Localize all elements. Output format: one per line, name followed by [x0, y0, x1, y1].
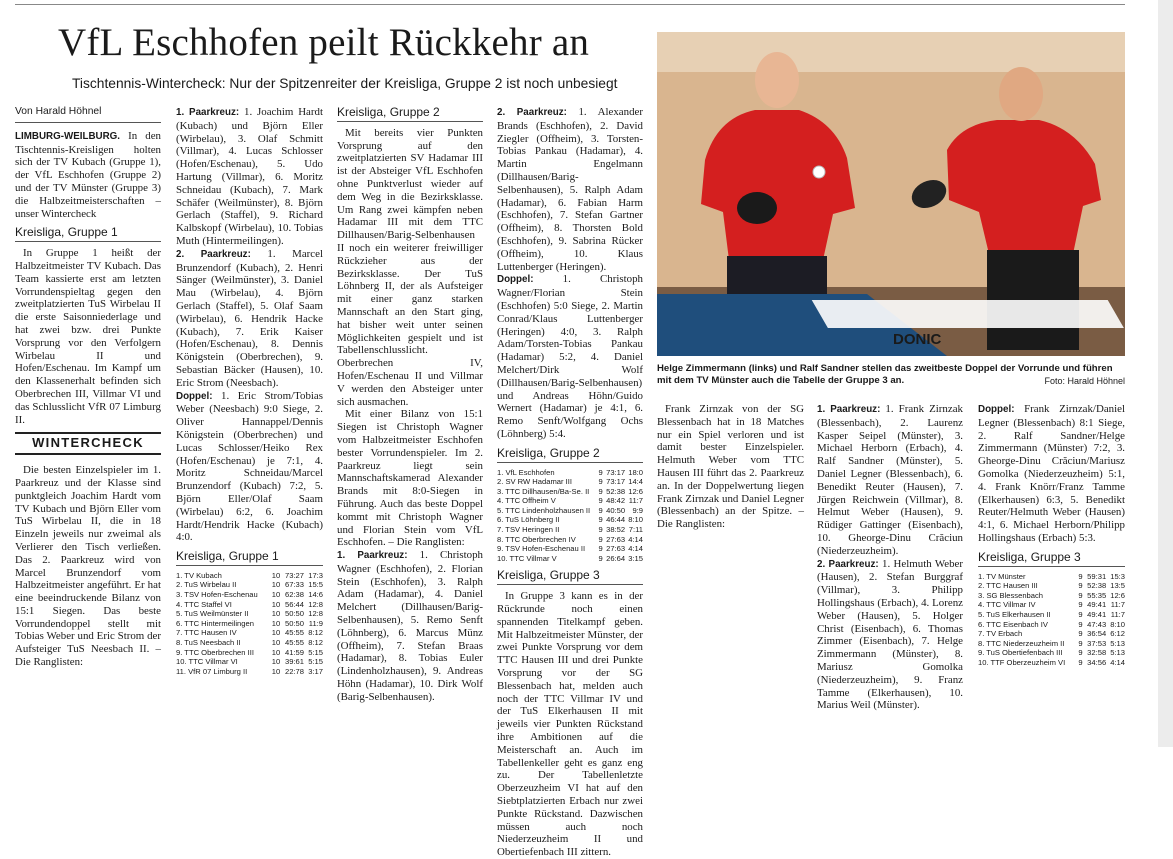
team-cell: 10. TTC Villmar VI: [176, 657, 238, 667]
team-cell: 8. TTC Niederzeuzheim II: [978, 638, 1065, 648]
games-cell: 10: [271, 570, 281, 580]
score-cell: 46:44: [606, 515, 626, 525]
column-7: [978, 403, 1125, 671]
points-cell: 5:13: [1110, 648, 1125, 658]
score-cell: 50:50: [284, 609, 304, 619]
table-row: [497, 554, 643, 564]
points-cell: 3:15: [628, 553, 643, 563]
team-cell: 4. TTC Villmar IV: [978, 600, 1036, 610]
table-row: [176, 667, 323, 677]
games-cell: 10: [271, 666, 281, 676]
g1-paarkreuz-1: [176, 106, 323, 248]
points-cell: 13:5: [1110, 581, 1125, 591]
score-cell: 37:53: [1087, 638, 1107, 648]
photo-table-tennis-players: [657, 32, 1125, 356]
intro-paragraph: [15, 130, 161, 221]
team-cell: 8. TTC Oberbrechen IV: [497, 534, 576, 544]
table-row: [497, 544, 643, 554]
points-cell: 12:6: [1110, 590, 1125, 600]
team-cell: 1. VfL Eschhofen: [497, 467, 555, 477]
score-cell: 48:42: [606, 496, 626, 506]
heading-gruppe-3: Kreisliga, Gruppe 3: [497, 569, 643, 585]
points-cell: 5:15: [308, 657, 323, 667]
table-row: [497, 487, 643, 497]
heading-gruppe-1: Kreisliga, Gruppe 1: [15, 226, 161, 242]
points-cell: 14:6: [308, 590, 323, 600]
team-cell: 3. SG Blessenbach: [978, 590, 1044, 600]
column-5: [657, 403, 804, 531]
table-row: [978, 629, 1125, 639]
team-cell: 4. TTC Staffel VI: [176, 599, 232, 609]
score-cell: 59:31: [1087, 571, 1107, 581]
team-cell: 7. TV Erbach: [978, 629, 1023, 639]
points-cell: 7:11: [628, 525, 643, 535]
points-cell: 8:12: [308, 638, 323, 648]
games-cell: 9: [598, 525, 603, 535]
games-cell: 10: [271, 580, 281, 590]
team-cell: 10. TTC Villmar V: [497, 553, 557, 563]
score-cell: 52:38: [606, 486, 626, 496]
points-cell: 8:10: [628, 515, 643, 525]
wintercheck-paragraph: Die besten Einzelspieler im 1. Paarkreuz und der Klasse sind punktgleich Joachim Hardt vom TV Kubach und Björn Eller vom TuS Wirbelau II, die in 18 Einzeln jeweils nur zweimal als Verlierer den Tisch verließen. Das 2. Paarkreuz wird von Marcel Brunzendorf vom Halbzeitmeister angeführt. Er hat eine beeindruckende Bilanz von 15:1 Siegen. Das beste Vorrundendoppel stellt mit Tobias Weber und Eric Strom der Aufsteiger TuS Neesbach II. – Die Ranglisten:: [15, 464, 161, 669]
g1-paarkreuz-2: [176, 248, 323, 390]
g3-paarkreuz-2: [817, 558, 963, 713]
g3-doppel-label: Doppel:: [978, 404, 1015, 415]
points-cell: 6:12: [1110, 629, 1125, 639]
table-gruppe-1-title: Kreisliga, Gruppe 1: [176, 550, 323, 566]
score-cell: 32:58: [1087, 648, 1107, 658]
score-cell: 67:33: [284, 580, 304, 590]
games-cell: 9: [1078, 638, 1083, 648]
g3-paarkreuz-1-text: 1. Frank Zirnzak (Blessenbach), 2. Laurenz Kasper Seipel (Münster), 3. Michael Herborn (Erbach), 4. Ralf Sandner (Münster), 5. Daniel Legner (Blessenbach), 6. Benedikt Reuter (Hausen), 7. Jürgen Reichwein (Villmar), 8. Helmut Weber (Hausen), 9. Rüdiger Gattinger (Eisenbach), 10. Gheorge-Dinu Crăciun (Niederzeuzheim).: [817, 403, 963, 557]
photo-right-head: [999, 67, 1043, 121]
table-row: [978, 658, 1125, 668]
games-cell: 9: [598, 515, 603, 525]
score-cell: 49:41: [1087, 600, 1107, 610]
table-row: [978, 572, 1125, 582]
games-cell: 10: [271, 638, 281, 648]
team-cell: 8. TuS Neesbach II: [176, 638, 241, 648]
gruppe-3-paragraph-1: In Gruppe 3 kann es in der Rückrunde noch einen spannenden Titelkampf geben. Mit Halbzeitmeister Münster, der zwei Punkte Vorsprung vor dem TTC Hausen III und drei Punkte Vorsprung vor der SG Blessenbach hat, melden auch noch der TTC Villmar IV und der TuS Elkerhausen II mit jeweils vier Punkten Rückstand ihre Ambitionen auf die Meisterschaft an. Auch im Tabellenkeller geht es ganz eng zu. Der Tabellenletzte Oberzeuzheim VI hat auf den Siebtplatzierten Erbach nur zwei Punkte Rückstand. Dazwischen müssen auch noch Niederzeuzheim II und Obertiefenbach III zittern.: [497, 590, 643, 859]
score-cell: 27:63: [606, 544, 626, 554]
column-4: [497, 106, 643, 859]
points-cell: 17:3: [308, 570, 323, 580]
points-cell: 11:7: [628, 496, 643, 506]
games-cell: 9: [598, 505, 603, 515]
score-cell: 73:17: [606, 477, 626, 487]
games-cell: 9: [1078, 600, 1083, 610]
g3-paarkreuz-2-text: 1. Helmuth Weber (Hausen), 2. Stefan Burggraf (Villmar), 3. Philipp Hollingshaus (Erbach), 4. Lorenz Weber (Hausen), 5. Holger Christ (Eisenbach), 6. Thomas Zimmer (Eisenbach), 7. Helge Zimmermann (Münster), 8. Mariusz Gomolka (Niederzeuzheim), 9. Franz Tamme (Elkerhausen), 10. Marius Weil (Münster).: [817, 557, 963, 712]
table-row: [978, 620, 1125, 630]
points-cell: 12:8: [308, 599, 323, 609]
photo-net: [812, 300, 1124, 328]
points-cell: 12:6: [628, 486, 643, 496]
g1-paarkreuz-2-text: 1. Marcel Brunzendorf (Kubach), 2. Henri Sänger (Weilmünster), 3. Daniel Mau (Wirbelau), 4. Björn Gerlach (Staffel), 5. Olaf Saam (Wirbelau), 6. Hendrik Hacke (Kubach), 7. Erik Kaiser (Hofen/Eschenau), 8. Dennis Königstein (Oberbrechen), 9. Sebastian Bäcker (Hausen), 10. Eric Strom (Neesbach).: [176, 247, 323, 389]
standings-table-gruppe-2: [497, 468, 643, 564]
points-cell: 9:9: [632, 505, 643, 515]
games-cell: 9: [598, 496, 603, 506]
g2-paarkreuz-2-label: 2. Paarkreuz:: [497, 107, 567, 118]
g3-paarkreuz-1: [817, 403, 963, 558]
table-row: [497, 496, 643, 506]
games-cell: 10: [271, 618, 281, 628]
games-cell: 9: [598, 486, 603, 496]
byline: Von Harald Höhnel: [15, 106, 161, 123]
gruppe-3-paragraph-2: Frank Zirnzak von der SG Blessenbach hat in 18 Matches nur ein Spiel verloren und ist damit bester Einzelspieler. Helmuth Weber vom TTC Hausen III führt das 2. Paarkreuz an. In der Doppelwertung liegen Frank Zirnzak und Daniel Legner (Blessenbach) an der Spitze. – Die Ranglisten:: [657, 403, 804, 531]
table-row: [176, 638, 323, 648]
table-row: [176, 590, 323, 600]
games-cell: 9: [1078, 619, 1083, 629]
team-cell: 5. TuS Weilmünster II: [176, 609, 249, 619]
team-cell: 11. VfR 07 Limburg II: [176, 666, 248, 676]
subheadline: Tischtennis-Wintercheck: Nur der Spitzenreiter der Kreisliga, Gruppe 2 ist noch unbesiegt: [72, 76, 618, 91]
team-cell: 6. TTC Eisenbach IV: [978, 619, 1048, 629]
score-cell: 49:41: [1087, 609, 1107, 619]
heading-gruppe-2: Kreisliga, Gruppe 2: [337, 106, 483, 122]
table-row: [497, 468, 643, 478]
points-cell: 4:14: [628, 534, 643, 544]
score-cell: 73:17: [606, 467, 626, 477]
score-cell: 26:64: [606, 553, 626, 563]
table-row: [176, 648, 323, 658]
score-cell: 56:44: [284, 599, 304, 609]
photo-brand: DONIC: [893, 331, 942, 348]
table-row: [978, 591, 1125, 601]
g1-paarkreuz-1-label: 1. Paarkreuz:: [176, 107, 240, 118]
points-cell: 14:4: [628, 477, 643, 487]
g2-paarkreuz-1: [337, 549, 483, 704]
page-edge: [1158, 0, 1173, 747]
photo-left-head: [755, 52, 799, 108]
team-cell: 3. TTC Dillhausen/Ba-Se. II: [497, 486, 590, 496]
points-cell: 8:12: [308, 628, 323, 638]
games-cell: 9: [598, 467, 603, 477]
g2-paarkreuz-2: [497, 106, 643, 273]
intro-text: In den Tischtennis-Kreisligen holten sich der TV Kubach (Gruppe 1), der VfL Eschhofen (Gruppe 2) und der TV Münster (Gruppe 3) die Halbzeitmeisterschaften – unser Wintercheck: [15, 129, 161, 220]
g3-doppel-text: Frank Zirnzak/Daniel Legner (Blessenbach) 8:1 Siege, 2. Ralf Sandner/Helge Zimmermann (Münster) 7:2, 3. Gheorge-Dinu Crăciun/Mariusz Gomolka (Niederzeuzheim) 5:1, 4. Frank Knörr/Franz Tamme (Elkerhausen) 6:3, 5. Benedikt Reuter/Helmuth Weber (Hausen) 4:1, 6. Michael Herborn/Philipp Hollingshaus (Erbach) 5:3.: [978, 403, 1125, 544]
standings-table-gruppe-3: [978, 572, 1125, 668]
team-cell: 4. TTC Offheim V: [497, 496, 556, 506]
g1-doppel-label: Doppel:: [176, 390, 213, 402]
table-row: [978, 581, 1125, 591]
table-row: [497, 506, 643, 516]
games-cell: 10: [271, 590, 281, 600]
team-cell: 6. TTC Hintermeilingen: [176, 618, 254, 628]
score-cell: 34:56: [1087, 657, 1107, 667]
games-cell: 10: [271, 609, 281, 619]
photo-credit: Foto: Harald Höhnel: [1044, 376, 1125, 387]
games-cell: 10: [271, 599, 281, 609]
team-cell: 9. TTC Oberbrechen III: [176, 647, 254, 657]
team-cell: 1. TV Münster: [978, 571, 1026, 581]
score-cell: 73:27: [284, 570, 304, 580]
games-cell: 9: [1078, 590, 1083, 600]
points-cell: 4:14: [1110, 657, 1125, 667]
score-cell: 38:52: [606, 525, 626, 535]
games-cell: 9: [1078, 581, 1083, 591]
photo-caption: [657, 363, 1125, 388]
caption-text: Helge Zimmermann (links) und Ralf Sandner stellen das zweitbeste Doppel der Vorrunde und führen mit dem TV Münster auch die Tabelle der Gruppe 3 an.: [657, 363, 1113, 387]
table-row: [978, 639, 1125, 649]
points-cell: 11:7: [1110, 600, 1125, 610]
headline: VfL Eschhofen peilt Rückkehr an: [58, 21, 590, 64]
points-cell: 12:8: [308, 609, 323, 619]
photo-ball: [813, 166, 825, 178]
wintercheck-label: WINTERCHECK: [15, 432, 161, 455]
table-row: [176, 580, 323, 590]
team-cell: 7. TSV Heringen II: [497, 525, 560, 535]
table-row: [176, 609, 323, 619]
g3-paarkreuz-2-label: 2. Paarkreuz:: [817, 558, 879, 570]
team-cell: 2. TuS Wirbelau II: [176, 580, 237, 590]
table-row: [978, 610, 1125, 620]
team-cell: 7. TTC Hausen IV: [176, 628, 237, 638]
team-cell: 3. TSV Hofen-Eschenau: [176, 590, 258, 600]
points-cell: 15:5: [308, 580, 323, 590]
gruppe-2-paragraph-1: Mit bereits vier Punkten Vorsprung auf den zweitplatzierten SV Hadamar III ist der Absteiger VfL Eschhofen ohne Punktverlust wieder auf dem Weg in die Bezirksklasse. Um Rang zwei kämpfen neben Hadamar III mit dem TTC Dillhausen/Barig-Selbenhausen II noch ein weiterer freiwilliger Rückzieher aus der Bezirksklasse. Der TuS Löhnberg II, der als Aufsteiger mit einer ganz starken Mannschaft an den Start ging, hat bisher weit unter seinen Möglichkeiten gespielt und ist Tabellenschlusslicht. Oberbrechen IV, Hofen/Eschenau II und Villmar V werden den Absteiger unter sich ausmachen.: [337, 126, 483, 408]
g3-doppel: [978, 403, 1125, 545]
table-row: [176, 619, 323, 629]
team-cell: 5. TTC Lindenholzhausen II: [497, 505, 591, 515]
games-cell: 10: [271, 628, 281, 638]
score-cell: 40:50: [606, 505, 626, 515]
score-cell: 47:43: [1087, 619, 1107, 629]
team-cell: 6. TuS Löhnberg II: [497, 515, 560, 525]
table-row: [497, 477, 643, 487]
points-cell: 5:15: [308, 647, 323, 657]
score-cell: 62:38: [284, 590, 304, 600]
score-cell: 27:63: [606, 534, 626, 544]
table-row: [497, 515, 643, 525]
score-cell: 50:50: [284, 618, 304, 628]
score-cell: 52:38: [1087, 581, 1107, 591]
table-row: [176, 571, 323, 581]
table-row: [978, 600, 1125, 610]
table-row: [497, 525, 643, 535]
points-cell: 5:13: [1110, 638, 1125, 648]
gruppe-2-paragraph-2: Mit einer Bilanz von 15:1 Siegen ist Christoph Wagner vom Halbzeitmeister Eschhofen bester Vorrundenspieler. Im 2. Paarkreuz liegt sein Mannschaftskamerad Alexander Brands mit 8:0-Siegen in Führung. Auch das beste Doppel kommt mit Christoph Wagner und Florian Stein vom VfL Eschhofen. – Die Ranglisten:: [337, 408, 483, 549]
table-row: [176, 600, 323, 610]
column-3: [337, 106, 483, 704]
column-1: [15, 106, 161, 669]
games-cell: 9: [1078, 629, 1083, 639]
photo-light: [657, 32, 1125, 72]
top-rule: [15, 4, 1125, 5]
score-cell: 45:55: [284, 638, 304, 648]
points-cell: 8:10: [1110, 619, 1125, 629]
team-cell: 9. TuS Obertiefenbach III: [978, 648, 1063, 658]
games-cell: 9: [598, 553, 603, 563]
table-row: [978, 648, 1125, 658]
score-cell: 55:35: [1087, 590, 1107, 600]
table-gruppe-2-title: Kreisliga, Gruppe 2: [497, 447, 643, 463]
g2-doppel: [497, 273, 643, 440]
g1-doppel-text: 1. Eric Strom/Tobias Weber (Neesbach) 9:0 Siege, 2. Oliver Hannappel/Dennis Königstein (Oberbrechen) und Lucas Schlosser/Heiko Rex (Hofen/Eschenau) je 7:1, 4. Moritz Schneidau/Marcel Brunzendorf (Kubach) 7:2, 5. Björn Eller/Olaf Saam (Wirbelau) 6:2, 6. Joachim Hardt/Hendrik Hacke (Kubach) 4:0.: [176, 389, 323, 544]
games-cell: 9: [1078, 648, 1083, 658]
dateline: LIMBURG-WEILBURG.: [15, 130, 121, 142]
score-cell: 39:61: [284, 657, 304, 667]
points-cell: 18:0: [628, 467, 643, 477]
team-cell: 2. TTC Hausen III: [978, 581, 1038, 591]
points-cell: 11:7: [1110, 609, 1125, 619]
games-cell: 9: [598, 477, 603, 487]
g2-paarkreuz-1-text: 1. Christoph Wagner (Eschhofen), 2. Florian Stein (Eschhofen), 3. Ralph Adam (Hadamar), 4. Daniel Melchert (Dillhausen/Barig-Selbenhausen), 5. Remo Senft (Löhnberg), 6. Marcus Münz (Offheim), 7. Stefan Braas (Hadamar), 8. Tobias Euler (Lindenholzhausen), 9. Andreas Höhn (Hadamar), 10. Dirk Wolf (Barig-Selbenhausen).: [337, 549, 483, 703]
g2-paarkreuz-2-text: 1. Alexander Brands (Eschhofen), 2. David Ziegler (Offheim), 3. Torsten-Tobias Pankau (Hadamar), 4. Martin Engelmann (Dillhausen/Barig-Selbenhausen), 5. Ralph Adam (Hadamar), 6. Fabian Harm (Eschhofen), 7. Stefan Gartner (Offheim), 8. Thorsten Bold (Eschhofen), 9. Sabrina Rücker (Offheim), 10. Klaus Luttenberger (Heringen).: [497, 106, 643, 273]
games-cell: 10: [271, 647, 281, 657]
team-cell: 1. TV Kubach: [176, 570, 222, 580]
column-6: [817, 403, 963, 712]
g2-doppel-label: Doppel:: [497, 274, 534, 286]
games-cell: 9: [1078, 657, 1083, 667]
points-cell: 4:14: [628, 544, 643, 554]
points-cell: 11:9: [308, 618, 323, 628]
games-cell: 9: [1078, 571, 1083, 581]
column-2: [176, 106, 323, 679]
table-row: [176, 657, 323, 667]
games-cell: 9: [598, 534, 603, 544]
score-cell: 41:59: [284, 647, 304, 657]
g3-paarkreuz-1-label: 1. Paarkreuz:: [817, 404, 881, 415]
games-cell: 9: [598, 544, 603, 554]
team-cell: 9. TSV Hofen-Eschenau II: [497, 544, 586, 554]
g1-paarkreuz-2-label: 2. Paarkreuz:: [176, 248, 251, 260]
standings-table-gruppe-1: [176, 571, 323, 677]
score-cell: 36:54: [1087, 629, 1107, 639]
score-cell: 22:78: [284, 666, 304, 676]
table-row: [497, 535, 643, 545]
points-cell: 15:3: [1110, 571, 1125, 581]
table-row: [176, 628, 323, 638]
gruppe-1-paragraph: In Gruppe 1 heißt der Halbzeitmeister TV Kubach. Das Team kassierte erst am letzten Vorrundenspieltag gegen den zweitplatzierten TuS Wirbelau II die erste Saisonniederlage und hat zwei bzw. drei Punkte Vorsprung vor den Verfolgern Wirbelau II und Hofen/Eschenau. Im Kampf um den Klassenerhalt befinden sich Oberbrechen III, Villmar VI und das Schlusslicht VfR 07 Limburg II.: [15, 247, 161, 426]
points-cell: 3:17: [308, 666, 323, 676]
g2-doppel-text: 1. Christoph Wagner/Florian Stein (Eschhofen) 5:0 Siege, 2. Martin Conrad/Klaus Luttenberger (Heringen) 4:0, 3. Ralph Adam/Torsten-Tobias Pankau (Hadamar) 5:2, 4. Daniel Melchert/Dirk Wolf (Dillhausen/Barig-Selbenhausen) und Andreas Höhn/Guido Wernert (Hadamar) je 4:1, 6. Remo Senft/Wolfgang Ochs (Löhnberg) 5:4.: [497, 273, 643, 440]
team-cell: 10. TTF Oberzeuzheim VI: [978, 657, 1066, 667]
g2-paarkreuz-1-label: 1. Paarkreuz:: [337, 550, 408, 562]
team-cell: 2. SV RW Hadamar III: [497, 477, 572, 487]
table-gruppe-3-title: Kreisliga, Gruppe 3: [978, 551, 1125, 567]
g1-paarkreuz-1-text: 1. Joachim Hardt (Kubach) und Björn Eller (Wirbelau), 3. Olaf Schmitt (Villmar), 4. Lucas Schlosser (Hofen/Eschenau), 5. Udo Hartung (Villmar), 6. Moritz Schneidau (Kubach), 7. Mark Schäfer (Weilmünster), 8. Björn Gerlach (Staffel), 9. Richard Kalbskopf (Wirbelau), 10. Tobias Muth (Hintermeilingen).: [176, 106, 323, 247]
games-cell: 9: [1078, 609, 1083, 619]
g1-doppel: [176, 390, 323, 545]
score-cell: 45:55: [284, 628, 304, 638]
team-cell: 5. TuS Elkerhausen II: [978, 609, 1051, 619]
games-cell: 10: [271, 657, 281, 667]
photo-left-paddle: [737, 192, 777, 224]
